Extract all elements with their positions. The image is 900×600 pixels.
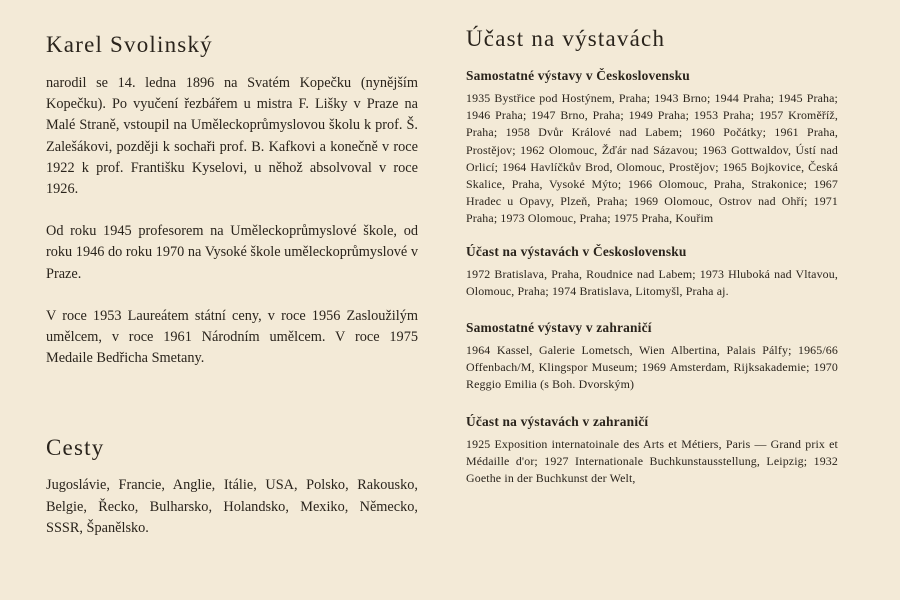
bio-paragraph: V roce 1953 Laureátem státní ceny, v roce 1956 Zasloužilým umělcem, v roce 1961 Národním umělcem. V roce 1975 Medaile Bedřicha Smetany. (46, 307, 418, 367)
section-text: 1925 Exposition internatoinale des Arts et Métiers, Paris — Grand prix et Médaille d'or; 1927 Internationale Buchkunstausstellung, Leipzig; 1932 Goethe in der Buchkunst der Welt, (466, 436, 838, 486)
artist-name-heading: Karel Svolinský (46, 32, 213, 57)
section-text: 1964 Kassel, Galerie Lometsch, Wien Albertina, Palais Pálfy; 1965/66 Offenbach/M, Klingspor Museum; 1969 Amsterdam, Rijksakademie; 1970 Reggio Emilia (s Boh. Dvorským) (466, 343, 838, 392)
left-column (46, 32, 418, 539)
right-column (466, 26, 838, 487)
travels-heading: Cesty (46, 435, 105, 461)
section-text: 1935 Bystřice pod Hostýnem, Praha; 1943 Brno; 1944 Praha; 1945 Praha; 1946 Praha; 1947 Brno, Praha; 1949 Praha; 1953 Praha; 1957 Kroměříž, Praha; 1958 Dvůr Králové nad Labem; 1960 Počátky; 1961 Praha, Prostějov; 1962 Olomouc, Žďár nad Sázavou; 1963 Gottwaldov, Ústí nad Orlicí; 1964 Havlíčkův Brod, Olomouc, Prostějov; 1965 Bojkovice, Česká Skalice, Praha, Vysoké Mýto; 1966 Olomouc, Praha, Strakonice; 1967 Hradec u Opavy, Plzeň, Praha; 1969 Olomouc, Ostrov nad Ohří; 1971 Praha; 1973 Olomouc, Praha; 1975 Praha, Kouřim (466, 91, 838, 226)
section-text: 1972 Bratislava, Praha, Roudnice nad Labem; 1973 Hluboká nad Vltavou, Olomouc, Praha; 1974 Bratislava, Litomyšl, Praha aj. (466, 266, 838, 298)
travels-text: Jugoslávie, Francie, Anglie, Itálie, USA, Polsko, Rakousko, Belgie, Řecko, Bulharsko, Holandsko, Mexiko, Německo, SSSR, Španělsko. (46, 477, 418, 536)
section-title: Samostatné výstavy v Československu (466, 68, 690, 83)
section-title: Účast na výstavách v Československu (466, 243, 687, 259)
exhibitions-heading: Účast na výstavách (466, 26, 666, 51)
bio-paragraph: narodil se 14. ledna 1896 na Svatém Kopečku (nynějším Kopečku). Po vyučení řezbářem u mistra F. Lišky v Praze na Malé Straně, vstoupil na Uměleckoprůmyslovou školu k prof. Š. Zalešákovi, později k sochaři prof. B. Kafkovi a konečně v roce 1922 k prof. Františku Kyselovi, u něhož absolvoval v roce 1926. (46, 75, 418, 198)
bio-paragraph: Od roku 1945 profesorem na Uměleckoprůmyslové škole, od roku 1946 do roku 1970 na Vysoké škole uměleckoprůmyslové v Praze. (46, 223, 418, 282)
section-title: Samostatné výstavy v zahraničí (466, 320, 652, 336)
section-title: Účast na výstavách v zahraničí (466, 413, 649, 429)
